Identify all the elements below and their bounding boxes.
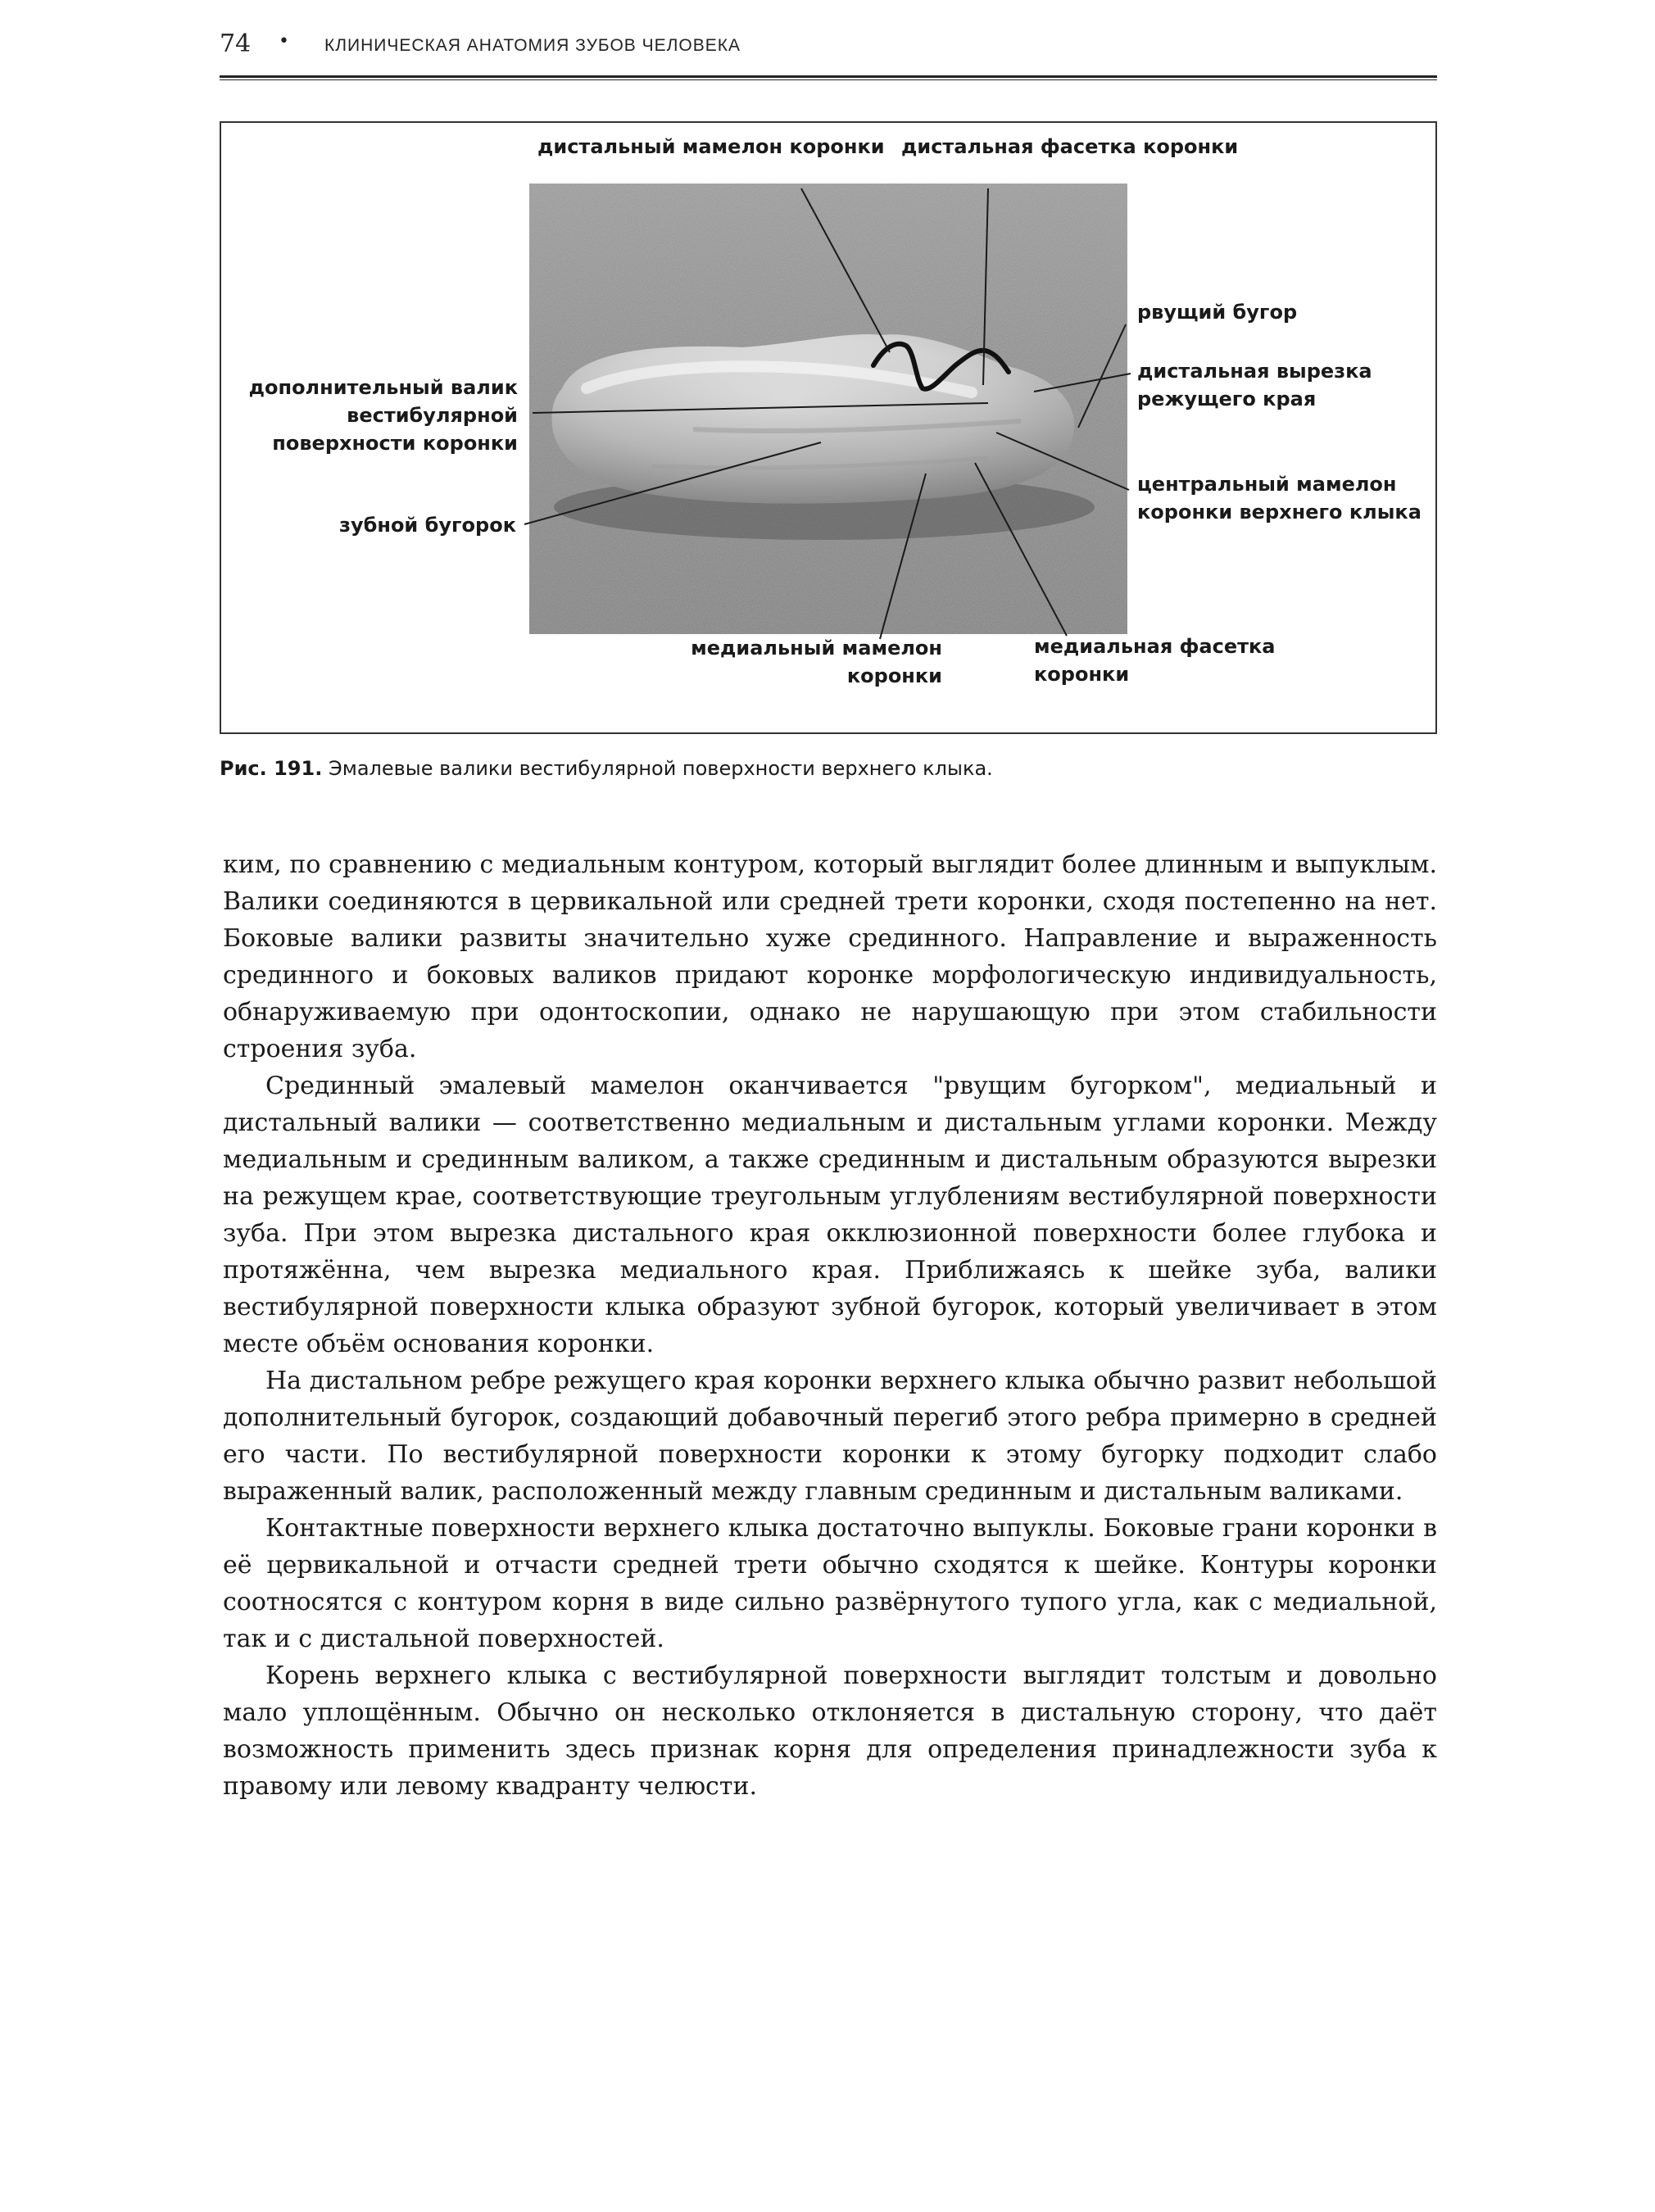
label-tearing-cusp: рвущий бугор xyxy=(1137,301,1298,324)
label-medial-mamelon-line2: коронки xyxy=(846,664,942,687)
paragraph: Корень верхнего клыка с вестибулярной поверхности выглядит толстым и довольно мало уплощённым. Обычно он несколько отклоняется в дистальную сторону, что даёт возможность применить здесь признак корня для определения принадлежности зуба к правому или левому квадранту челюсти. xyxy=(223,1661,1437,1801)
label-distal-mamelon: дистальный мамелон коронки xyxy=(537,135,885,158)
label-central-mamelon-line1: центральный мамелон xyxy=(1137,473,1397,496)
label-medial-facet-line2: коронки xyxy=(1034,663,1130,686)
label-distal-notch-line2: режущего края xyxy=(1137,388,1317,410)
page-number: 74 xyxy=(220,29,252,58)
header-rule xyxy=(220,75,1437,80)
caption-number: Рис. 191. xyxy=(220,757,323,780)
label-additional-ridge-line2: вестибулярной xyxy=(347,404,518,427)
paragraph: На дистальном ребре режущего края коронки верхнего клыка обычно развит небольшой дополнительный бугорок, создающий добавочный перегиб этого ребра примерно в средней его части. По вестибулярной поверхности коронки к этому бугорку подходит слабо выраженный валик, расположенный между главным срединным и дистальным валиками. xyxy=(223,1367,1437,1506)
label-medial-facet-line1: медиальная фасетка xyxy=(1034,635,1276,658)
body-text xyxy=(223,846,1437,1805)
label-additional-ridge-line1: дополнительный валик xyxy=(248,376,518,399)
bullet-separator: • xyxy=(279,31,289,52)
paragraph: Срединный эмалевый мамелон оканчивается "рвущим бугорком", медиальный и дистальный валики — соответственно медиальным и дистальным углами коронки. Между медиальным и срединным валиком, а также срединным и дистальным образуются вырезки на режущем крае, соответствующие треугольным углублениям вестибулярной поверхности зуба. При этом вырезка дистального края окклюзионной поверхности более глубока и протяжённа, чем вырезка медиального края. Приближаясь к шейке зуба, валики вестибулярной поверхности клыка образуют зубной бугорок, который увеличивает в этом месте объём основания коронки. xyxy=(223,1072,1437,1358)
label-additional-ridge-line3: поверхности коронки xyxy=(272,432,518,455)
label-distal-facet: дистальная фасетка коронки xyxy=(901,135,1239,158)
label-central-mamelon-line2: коронки верхнего клыка xyxy=(1137,501,1421,524)
book-title: КЛИНИЧЕСКАЯ АНАТОМИЯ ЗУБОВ ЧЕЛОВЕКА xyxy=(324,36,741,55)
label-medial-mamelon-line1: медиальный мамелон xyxy=(691,637,942,660)
paragraph: ким, по сравнению с медиальным контуром, который выглядит более длинным и выпуклым. Валики соединяются в цервикальной или средней трети коронки, сходя постепенно на нет. Боковые валики развиты значительно хуже срединного. Направление и выраженность срединного и боковых валиков придают коронке морфологическую индивидуальность, обнаруживаемую при одонтоскопии, однако не нарушающую при этом стабильности строения зуба. xyxy=(223,850,1437,1063)
label-distal-notch-line1: дистальная вырезка xyxy=(1137,360,1372,383)
caption-text: Эмалевые валики вестибулярной поверхности верхнего клыка. xyxy=(322,757,993,780)
running-head xyxy=(220,28,1437,61)
label-dental-tubercle: зубной бугорок xyxy=(339,514,516,537)
tooth-photo xyxy=(529,184,1127,634)
figure-caption xyxy=(220,757,993,780)
paragraph: Контактные поверхности верхнего клыка достаточно выпуклы. Боковые грани коронки в её цервикальной и отчасти средней трети обычно сходятся к шейке. Контуры коронки соотносятся с контуром корня в виде сильно развёрнутого тупого угла, как с медиальной, так и с дистальной поверхностей. xyxy=(223,1514,1437,1653)
